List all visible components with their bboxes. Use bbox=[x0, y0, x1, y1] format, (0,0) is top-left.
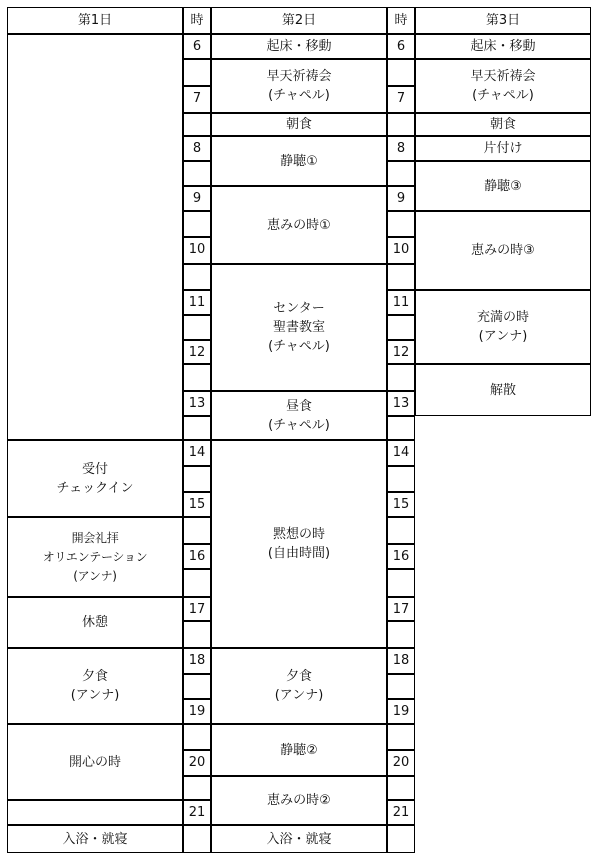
time1-hour-13: 13 bbox=[183, 391, 211, 416]
day2-listen-1: 静聴① bbox=[211, 136, 387, 186]
header-time-2: 時 bbox=[387, 7, 415, 34]
time1-half bbox=[183, 674, 211, 699]
time1-half bbox=[183, 264, 211, 290]
day3-grace-3: 恵みの時③ bbox=[415, 211, 591, 290]
day2-grace-1: 恵みの時① bbox=[211, 186, 387, 264]
time2-half bbox=[387, 776, 415, 800]
day1-dinner: 夕食 (アンナ) bbox=[7, 648, 183, 724]
day1-rest: 休憩 bbox=[7, 597, 183, 648]
time2-half bbox=[387, 674, 415, 699]
time1-hour-12: 12 bbox=[183, 340, 211, 364]
time1-hour-17: 17 bbox=[183, 597, 211, 621]
time1-half bbox=[183, 315, 211, 340]
time1-hour-18: 18 bbox=[183, 648, 211, 674]
time1-half bbox=[183, 416, 211, 440]
day3-dismissal: 解散 bbox=[415, 364, 591, 416]
time1-hour-15: 15 bbox=[183, 492, 211, 517]
time2-hour-15: 15 bbox=[387, 492, 415, 517]
time2-half bbox=[387, 264, 415, 290]
day2-breakfast: 朝食 bbox=[211, 113, 387, 136]
time1-hour-19: 19 bbox=[183, 699, 211, 724]
day2-bible-class: センター 聖書教室 (チャペル) bbox=[211, 264, 387, 391]
time2-half bbox=[387, 621, 415, 648]
time1-half bbox=[183, 211, 211, 237]
day3-wake: 起床・移動 bbox=[415, 34, 591, 59]
time2-half bbox=[387, 59, 415, 86]
day2-listen-2: 静聴② bbox=[211, 724, 387, 776]
time2-half bbox=[387, 825, 415, 853]
time2-hour-19: 19 bbox=[387, 699, 415, 724]
day3-cleanup: 片付け bbox=[415, 136, 591, 161]
day3-morning-prayer: 早天祈祷会 (チャペル) bbox=[415, 59, 591, 113]
time2-hour-10: 10 bbox=[387, 237, 415, 264]
time2-hour-17: 17 bbox=[387, 597, 415, 621]
time1-hour-21: 21 bbox=[183, 800, 211, 825]
time2-half bbox=[387, 113, 415, 136]
time1-half bbox=[183, 59, 211, 86]
time1-half bbox=[183, 569, 211, 597]
header-day2: 第2日 bbox=[211, 7, 387, 34]
time2-half bbox=[387, 517, 415, 544]
day2-grace-2: 恵みの時② bbox=[211, 776, 387, 825]
time1-half bbox=[183, 825, 211, 853]
day2-bath-bed: 入浴・就寝 bbox=[211, 825, 387, 853]
day1-opening-worship: 開会礼拝 オリエンテーション (アンナ) bbox=[7, 517, 183, 597]
time1-hour-14: 14 bbox=[183, 440, 211, 466]
time2-hour-13: 13 bbox=[387, 391, 415, 416]
time2-half bbox=[387, 569, 415, 597]
time2-half bbox=[387, 161, 415, 186]
day3-fulfillment: 充満の時 (アンナ) bbox=[415, 290, 591, 364]
time2-hour-20: 20 bbox=[387, 750, 415, 776]
time2-hour-16: 16 bbox=[387, 544, 415, 569]
day1-bath-bed: 入浴・就寝 bbox=[7, 825, 183, 853]
header-day1: 第1日 bbox=[7, 7, 183, 34]
time1-hour-10: 10 bbox=[183, 237, 211, 264]
time2-half bbox=[387, 211, 415, 237]
time2-half bbox=[387, 364, 415, 391]
time2-hour-7: 7 bbox=[387, 86, 415, 113]
time1-half bbox=[183, 776, 211, 800]
time2-hour-8: 8 bbox=[387, 136, 415, 161]
day1-reception: 受付 チェックイン bbox=[7, 440, 183, 517]
time2-hour-14: 14 bbox=[387, 440, 415, 466]
header-day3: 第3日 bbox=[415, 7, 591, 34]
time1-hour-16: 16 bbox=[183, 544, 211, 569]
day3-breakfast: 朝食 bbox=[415, 113, 591, 136]
time2-hour-9: 9 bbox=[387, 186, 415, 211]
day3-listen-3: 静聴③ bbox=[415, 161, 591, 211]
time2-hour-21: 21 bbox=[387, 800, 415, 825]
time1-half bbox=[183, 724, 211, 750]
time1-hour-11: 11 bbox=[183, 290, 211, 315]
time2-half bbox=[387, 466, 415, 492]
time1-hour-6: 6 bbox=[183, 34, 211, 59]
time1-half bbox=[183, 161, 211, 186]
time1-half bbox=[183, 364, 211, 391]
day2-lunch: 昼食 (チャペル) bbox=[211, 391, 387, 440]
time1-half bbox=[183, 517, 211, 544]
day2-dinner: 夕食 (アンナ) bbox=[211, 648, 387, 724]
time1-half bbox=[183, 621, 211, 648]
day1-open-heart: 開心の時 bbox=[7, 724, 183, 800]
time2-half bbox=[387, 724, 415, 750]
day2-meditation: 黙想の時 (自由時間) bbox=[211, 440, 387, 648]
time2-half bbox=[387, 315, 415, 340]
time1-hour-7: 7 bbox=[183, 86, 211, 113]
time2-hour-6: 6 bbox=[387, 34, 415, 59]
time1-half bbox=[183, 113, 211, 136]
time2-hour-12: 12 bbox=[387, 340, 415, 364]
time1-hour-9: 9 bbox=[183, 186, 211, 211]
day1-empty-morning bbox=[7, 34, 183, 440]
time1-hour-8: 8 bbox=[183, 136, 211, 161]
schedule-table bbox=[8, 8, 536, 854]
time2-hour-11: 11 bbox=[387, 290, 415, 315]
time2-hour-18: 18 bbox=[387, 648, 415, 674]
day2-morning-prayer: 早天祈祷会 (チャペル) bbox=[211, 59, 387, 113]
time1-hour-20: 20 bbox=[183, 750, 211, 776]
day2-wake: 起床・移動 bbox=[211, 34, 387, 59]
time2-half bbox=[387, 416, 415, 440]
header-time-1: 時 bbox=[183, 7, 211, 34]
time1-half bbox=[183, 466, 211, 492]
day1-empty-slot bbox=[7, 800, 183, 825]
